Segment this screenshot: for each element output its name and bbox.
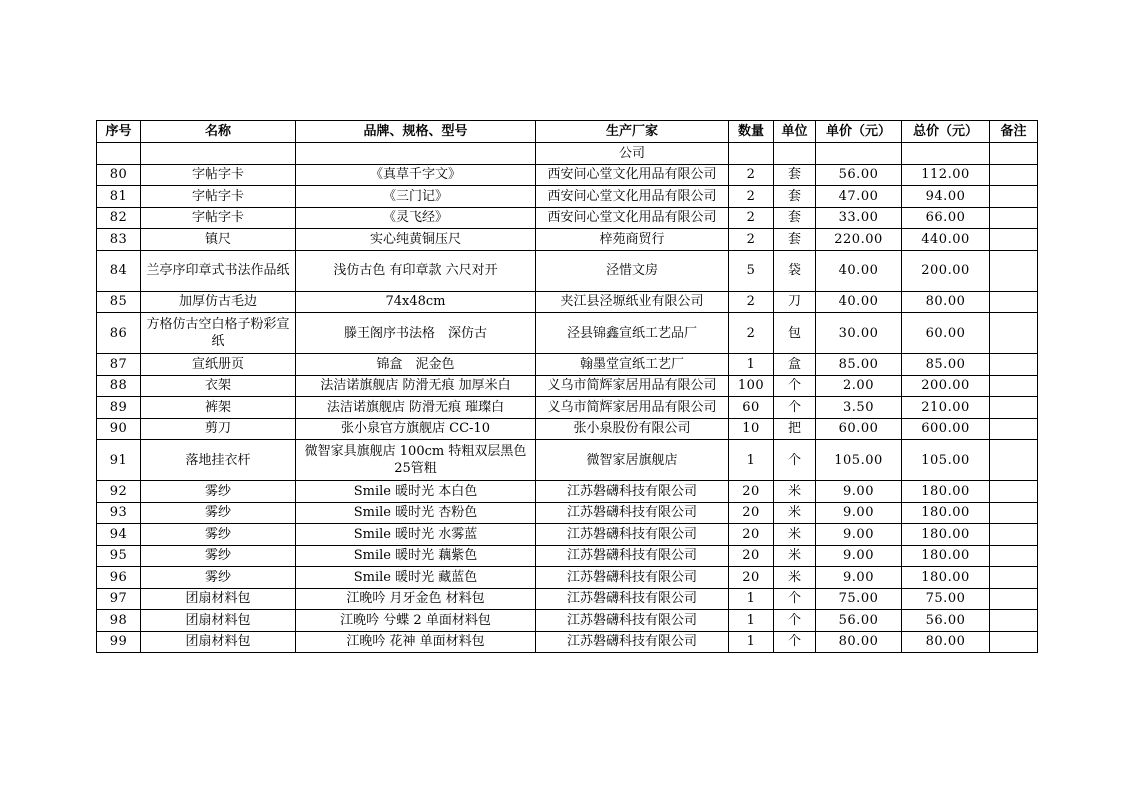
cell-note <box>990 186 1038 208</box>
cell-maker: 梓苑商贸行 <box>536 229 729 251</box>
cell-no: 87 <box>97 354 141 376</box>
cell-no <box>97 143 141 165</box>
cell-maker: 公司 <box>536 143 729 165</box>
table-row <box>97 186 1038 208</box>
cell-total: 80.00 <box>902 291 990 313</box>
cell-price: 9.00 <box>816 567 902 589</box>
cell-total: 75.00 <box>902 588 990 610</box>
cell-price: 80.00 <box>816 631 902 653</box>
cell-qty: 1 <box>729 440 774 481</box>
cell-spec: Smile 暖时光 本白色 <box>296 481 536 503</box>
cell-total: 440.00 <box>902 229 990 251</box>
cell-total: 600.00 <box>902 418 990 440</box>
table-row <box>97 164 1038 186</box>
cell-no: 88 <box>97 375 141 397</box>
cell-note <box>990 229 1038 251</box>
cell-spec: 《真草千字文》 <box>296 164 536 186</box>
cell-unit: 米 <box>774 481 816 503</box>
cell-maker: 义乌市简辉家居用品有限公司 <box>536 397 729 419</box>
cell-unit: 米 <box>774 567 816 589</box>
cell-name: 加厚仿古毛边 <box>141 291 296 313</box>
cell-no: 90 <box>97 418 141 440</box>
cell-unit: 米 <box>774 545 816 567</box>
cell-qty: 20 <box>729 524 774 546</box>
cell-unit: 刀 <box>774 291 816 313</box>
cell-maker: 江苏磐礴科技有限公司 <box>536 502 729 524</box>
cell-total: 56.00 <box>902 610 990 632</box>
table-header-row <box>97 121 1038 143</box>
cell-price: 30.00 <box>816 313 902 354</box>
cell-note <box>990 354 1038 376</box>
cell-maker: 翰墨堂宣纸工艺厂 <box>536 354 729 376</box>
cell-maker: 夹江县泾塬纸业有限公司 <box>536 291 729 313</box>
cell-name: 镇尺 <box>141 229 296 251</box>
cell-no: 81 <box>97 186 141 208</box>
cell-price: 40.00 <box>816 250 902 291</box>
cell-total: 85.00 <box>902 354 990 376</box>
cell-spec: 浅仿古色 有印章款 六尺对开 <box>296 250 536 291</box>
cell-no: 96 <box>97 567 141 589</box>
cell-qty: 20 <box>729 502 774 524</box>
cell-spec: 法洁诺旗舰店 防滑无痕 璀璨白 <box>296 397 536 419</box>
cell-name: 雾纱 <box>141 481 296 503</box>
table-row <box>97 418 1038 440</box>
cell-note <box>990 418 1038 440</box>
header-name: 名称 <box>141 121 296 143</box>
table-row <box>97 375 1038 397</box>
cell-unit: 个 <box>774 610 816 632</box>
cell-qty: 1 <box>729 354 774 376</box>
cell-unit: 个 <box>774 631 816 653</box>
cell-price: 40.00 <box>816 291 902 313</box>
cell-note <box>990 502 1038 524</box>
cell-unit: 套 <box>774 207 816 229</box>
cell-name: 衣架 <box>141 375 296 397</box>
header-qty: 数量 <box>729 121 774 143</box>
cell-unit: 套 <box>774 186 816 208</box>
cell-maker: 西安问心堂文化用品有限公司 <box>536 207 729 229</box>
cell-unit: 个 <box>774 440 816 481</box>
cell-name: 字帖字卡 <box>141 164 296 186</box>
cell-total: 200.00 <box>902 250 990 291</box>
cell-qty: 2 <box>729 164 774 186</box>
header-total: 总价（元） <box>902 121 990 143</box>
cell-total: 80.00 <box>902 631 990 653</box>
cell-qty: 5 <box>729 250 774 291</box>
cell-total: 112.00 <box>902 164 990 186</box>
cell-total: 180.00 <box>902 524 990 546</box>
cell-price: 9.00 <box>816 481 902 503</box>
cell-maker: 江苏磐礴科技有限公司 <box>536 610 729 632</box>
cell-name: 雾纱 <box>141 567 296 589</box>
cell-no: 94 <box>97 524 141 546</box>
cell-unit: 包 <box>774 313 816 354</box>
cell-qty: 60 <box>729 397 774 419</box>
table-row <box>97 567 1038 589</box>
cell-qty: 1 <box>729 631 774 653</box>
cell-name: 落地挂衣杆 <box>141 440 296 481</box>
cell-note <box>990 250 1038 291</box>
cell-note <box>990 545 1038 567</box>
table-row <box>97 291 1038 313</box>
cell-name: 方格仿古空白格子粉彩宣纸 <box>141 313 296 354</box>
cell-price: 85.00 <box>816 354 902 376</box>
cell-price: 75.00 <box>816 588 902 610</box>
table-row <box>97 524 1038 546</box>
cell-qty: 2 <box>729 186 774 208</box>
cell-note <box>990 481 1038 503</box>
cell-spec: 微智家具旗舰店 100cm 特粗双层黑色 25管粗 <box>296 440 536 481</box>
cell-total: 180.00 <box>902 567 990 589</box>
header-spec: 品牌、规格、型号 <box>296 121 536 143</box>
cell-no: 93 <box>97 502 141 524</box>
cell-price: 9.00 <box>816 545 902 567</box>
cell-spec: 法洁诺旗舰店 防滑无痕 加厚米白 <box>296 375 536 397</box>
cell-maker: 江苏磐礴科技有限公司 <box>536 588 729 610</box>
cell-no: 99 <box>97 631 141 653</box>
cell-note <box>990 207 1038 229</box>
cell-spec: 滕王阁序书法格 深仿古 <box>296 313 536 354</box>
cell-price <box>816 143 902 165</box>
cell-unit: 把 <box>774 418 816 440</box>
table-row <box>97 229 1038 251</box>
table-row <box>97 313 1038 354</box>
cell-price: 47.00 <box>816 186 902 208</box>
cell-spec: Smile 暖时光 藕紫色 <box>296 545 536 567</box>
cell-price: 60.00 <box>816 418 902 440</box>
table-row <box>97 207 1038 229</box>
cell-name: 团扇材料包 <box>141 588 296 610</box>
table-row <box>97 502 1038 524</box>
table-row <box>97 397 1038 419</box>
cell-name: 字帖字卡 <box>141 186 296 208</box>
cell-price: 220.00 <box>816 229 902 251</box>
cell-total: 66.00 <box>902 207 990 229</box>
cell-qty: 20 <box>729 545 774 567</box>
cell-note <box>990 524 1038 546</box>
cell-maker: 微智家居旗舰店 <box>536 440 729 481</box>
cell-total: 60.00 <box>902 313 990 354</box>
cell-maker: 西安问心堂文化用品有限公司 <box>536 164 729 186</box>
cell-qty: 2 <box>729 291 774 313</box>
header-no: 序号 <box>97 121 141 143</box>
cell-no: 95 <box>97 545 141 567</box>
cell-spec: 江晚吟 月牙金色 材料包 <box>296 588 536 610</box>
table-row <box>97 250 1038 291</box>
cell-qty: 100 <box>729 375 774 397</box>
cell-total <box>902 143 990 165</box>
cell-spec: 74x48cm <box>296 291 536 313</box>
cell-note <box>990 397 1038 419</box>
cell-name: 团扇材料包 <box>141 610 296 632</box>
cell-note <box>990 375 1038 397</box>
cell-unit: 盒 <box>774 354 816 376</box>
cell-name: 雾纱 <box>141 524 296 546</box>
cell-unit: 个 <box>774 588 816 610</box>
cell-price: 56.00 <box>816 610 902 632</box>
cell-no: 97 <box>97 588 141 610</box>
cell-unit: 个 <box>774 375 816 397</box>
cell-qty: 2 <box>729 229 774 251</box>
cell-spec: 《三门记》 <box>296 186 536 208</box>
cell-price: 9.00 <box>816 524 902 546</box>
cell-unit: 袋 <box>774 250 816 291</box>
cell-qty: 20 <box>729 567 774 589</box>
cell-note <box>990 143 1038 165</box>
cell-price: 3.50 <box>816 397 902 419</box>
cell-total: 105.00 <box>902 440 990 481</box>
cell-no: 84 <box>97 250 141 291</box>
cell-spec: Smile 暖时光 水雾蓝 <box>296 524 536 546</box>
cell-unit <box>774 143 816 165</box>
cell-note <box>990 313 1038 354</box>
table-row <box>97 481 1038 503</box>
cell-maker: 西安问心堂文化用品有限公司 <box>536 186 729 208</box>
cell-note <box>990 164 1038 186</box>
table-row <box>97 545 1038 567</box>
cell-total: 200.00 <box>902 375 990 397</box>
cell-name: 兰亭序印章式书法作品纸 <box>141 250 296 291</box>
cell-spec: 锦盒 泥金色 <box>296 354 536 376</box>
cell-qty: 10 <box>729 418 774 440</box>
cell-qty: 1 <box>729 588 774 610</box>
cell-name: 团扇材料包 <box>141 631 296 653</box>
table-row <box>97 354 1038 376</box>
cell-name: 剪刀 <box>141 418 296 440</box>
cell-unit: 套 <box>774 164 816 186</box>
cell-no: 89 <box>97 397 141 419</box>
cell-qty: 1 <box>729 610 774 632</box>
cell-name: 裤架 <box>141 397 296 419</box>
cell-maker: 江苏磐礴科技有限公司 <box>536 524 729 546</box>
cell-price: 33.00 <box>816 207 902 229</box>
cell-no: 82 <box>97 207 141 229</box>
cell-note <box>990 588 1038 610</box>
cell-qty: 2 <box>729 313 774 354</box>
cell-spec: 江晚吟 兮蝶 2 单面材料包 <box>296 610 536 632</box>
cell-maker: 江苏磐礴科技有限公司 <box>536 481 729 503</box>
cell-no: 86 <box>97 313 141 354</box>
header-unit: 单位 <box>774 121 816 143</box>
cell-unit: 个 <box>774 397 816 419</box>
cell-unit: 米 <box>774 502 816 524</box>
table-row <box>97 440 1038 481</box>
cell-unit: 米 <box>774 524 816 546</box>
table-row <box>97 610 1038 632</box>
cell-no: 83 <box>97 229 141 251</box>
cell-maker: 江苏磐礴科技有限公司 <box>536 631 729 653</box>
header-price: 单价（元） <box>816 121 902 143</box>
cell-total: 180.00 <box>902 502 990 524</box>
cell-maker: 江苏磐礴科技有限公司 <box>536 567 729 589</box>
cell-no: 85 <box>97 291 141 313</box>
cell-spec: 实心纯黄铜压尺 <box>296 229 536 251</box>
procurement-table <box>96 120 1038 653</box>
cell-qty <box>729 143 774 165</box>
continuation-row <box>97 143 1038 165</box>
cell-price: 56.00 <box>816 164 902 186</box>
table-row <box>97 631 1038 653</box>
cell-qty: 2 <box>729 207 774 229</box>
cell-note <box>990 610 1038 632</box>
cell-note <box>990 567 1038 589</box>
cell-spec: 《灵飞经》 <box>296 207 536 229</box>
cell-price: 9.00 <box>816 502 902 524</box>
cell-total: 180.00 <box>902 545 990 567</box>
cell-name: 字帖字卡 <box>141 207 296 229</box>
cell-spec: 张小泉官方旗舰店 CC-10 <box>296 418 536 440</box>
cell-maker: 泾县锦鑫宣纸工艺品厂 <box>536 313 729 354</box>
cell-no: 91 <box>97 440 141 481</box>
cell-spec: Smile 暖时光 杏粉色 <box>296 502 536 524</box>
cell-no: 92 <box>97 481 141 503</box>
cell-name: 雾纱 <box>141 502 296 524</box>
cell-no: 80 <box>97 164 141 186</box>
cell-note <box>990 440 1038 481</box>
cell-price: 2.00 <box>816 375 902 397</box>
cell-maker: 泾惜文房 <box>536 250 729 291</box>
cell-note <box>990 631 1038 653</box>
cell-unit: 套 <box>774 229 816 251</box>
cell-name: 宣纸册页 <box>141 354 296 376</box>
cell-name: 雾纱 <box>141 545 296 567</box>
cell-note <box>990 291 1038 313</box>
cell-total: 210.00 <box>902 397 990 419</box>
cell-spec: Smile 暖时光 藏蓝色 <box>296 567 536 589</box>
cell-maker: 义乌市简辉家居用品有限公司 <box>536 375 729 397</box>
cell-total: 94.00 <box>902 186 990 208</box>
cell-spec <box>296 143 536 165</box>
cell-maker: 张小泉股份有限公司 <box>536 418 729 440</box>
cell-price: 105.00 <box>816 440 902 481</box>
cell-maker: 江苏磐礴科技有限公司 <box>536 545 729 567</box>
header-note: 备注 <box>990 121 1038 143</box>
cell-qty: 20 <box>729 481 774 503</box>
cell-no: 98 <box>97 610 141 632</box>
cell-total: 180.00 <box>902 481 990 503</box>
header-maker: 生产厂家 <box>536 121 729 143</box>
cell-spec: 江晚吟 花神 单面材料包 <box>296 631 536 653</box>
cell-name <box>141 143 296 165</box>
table-row <box>97 588 1038 610</box>
